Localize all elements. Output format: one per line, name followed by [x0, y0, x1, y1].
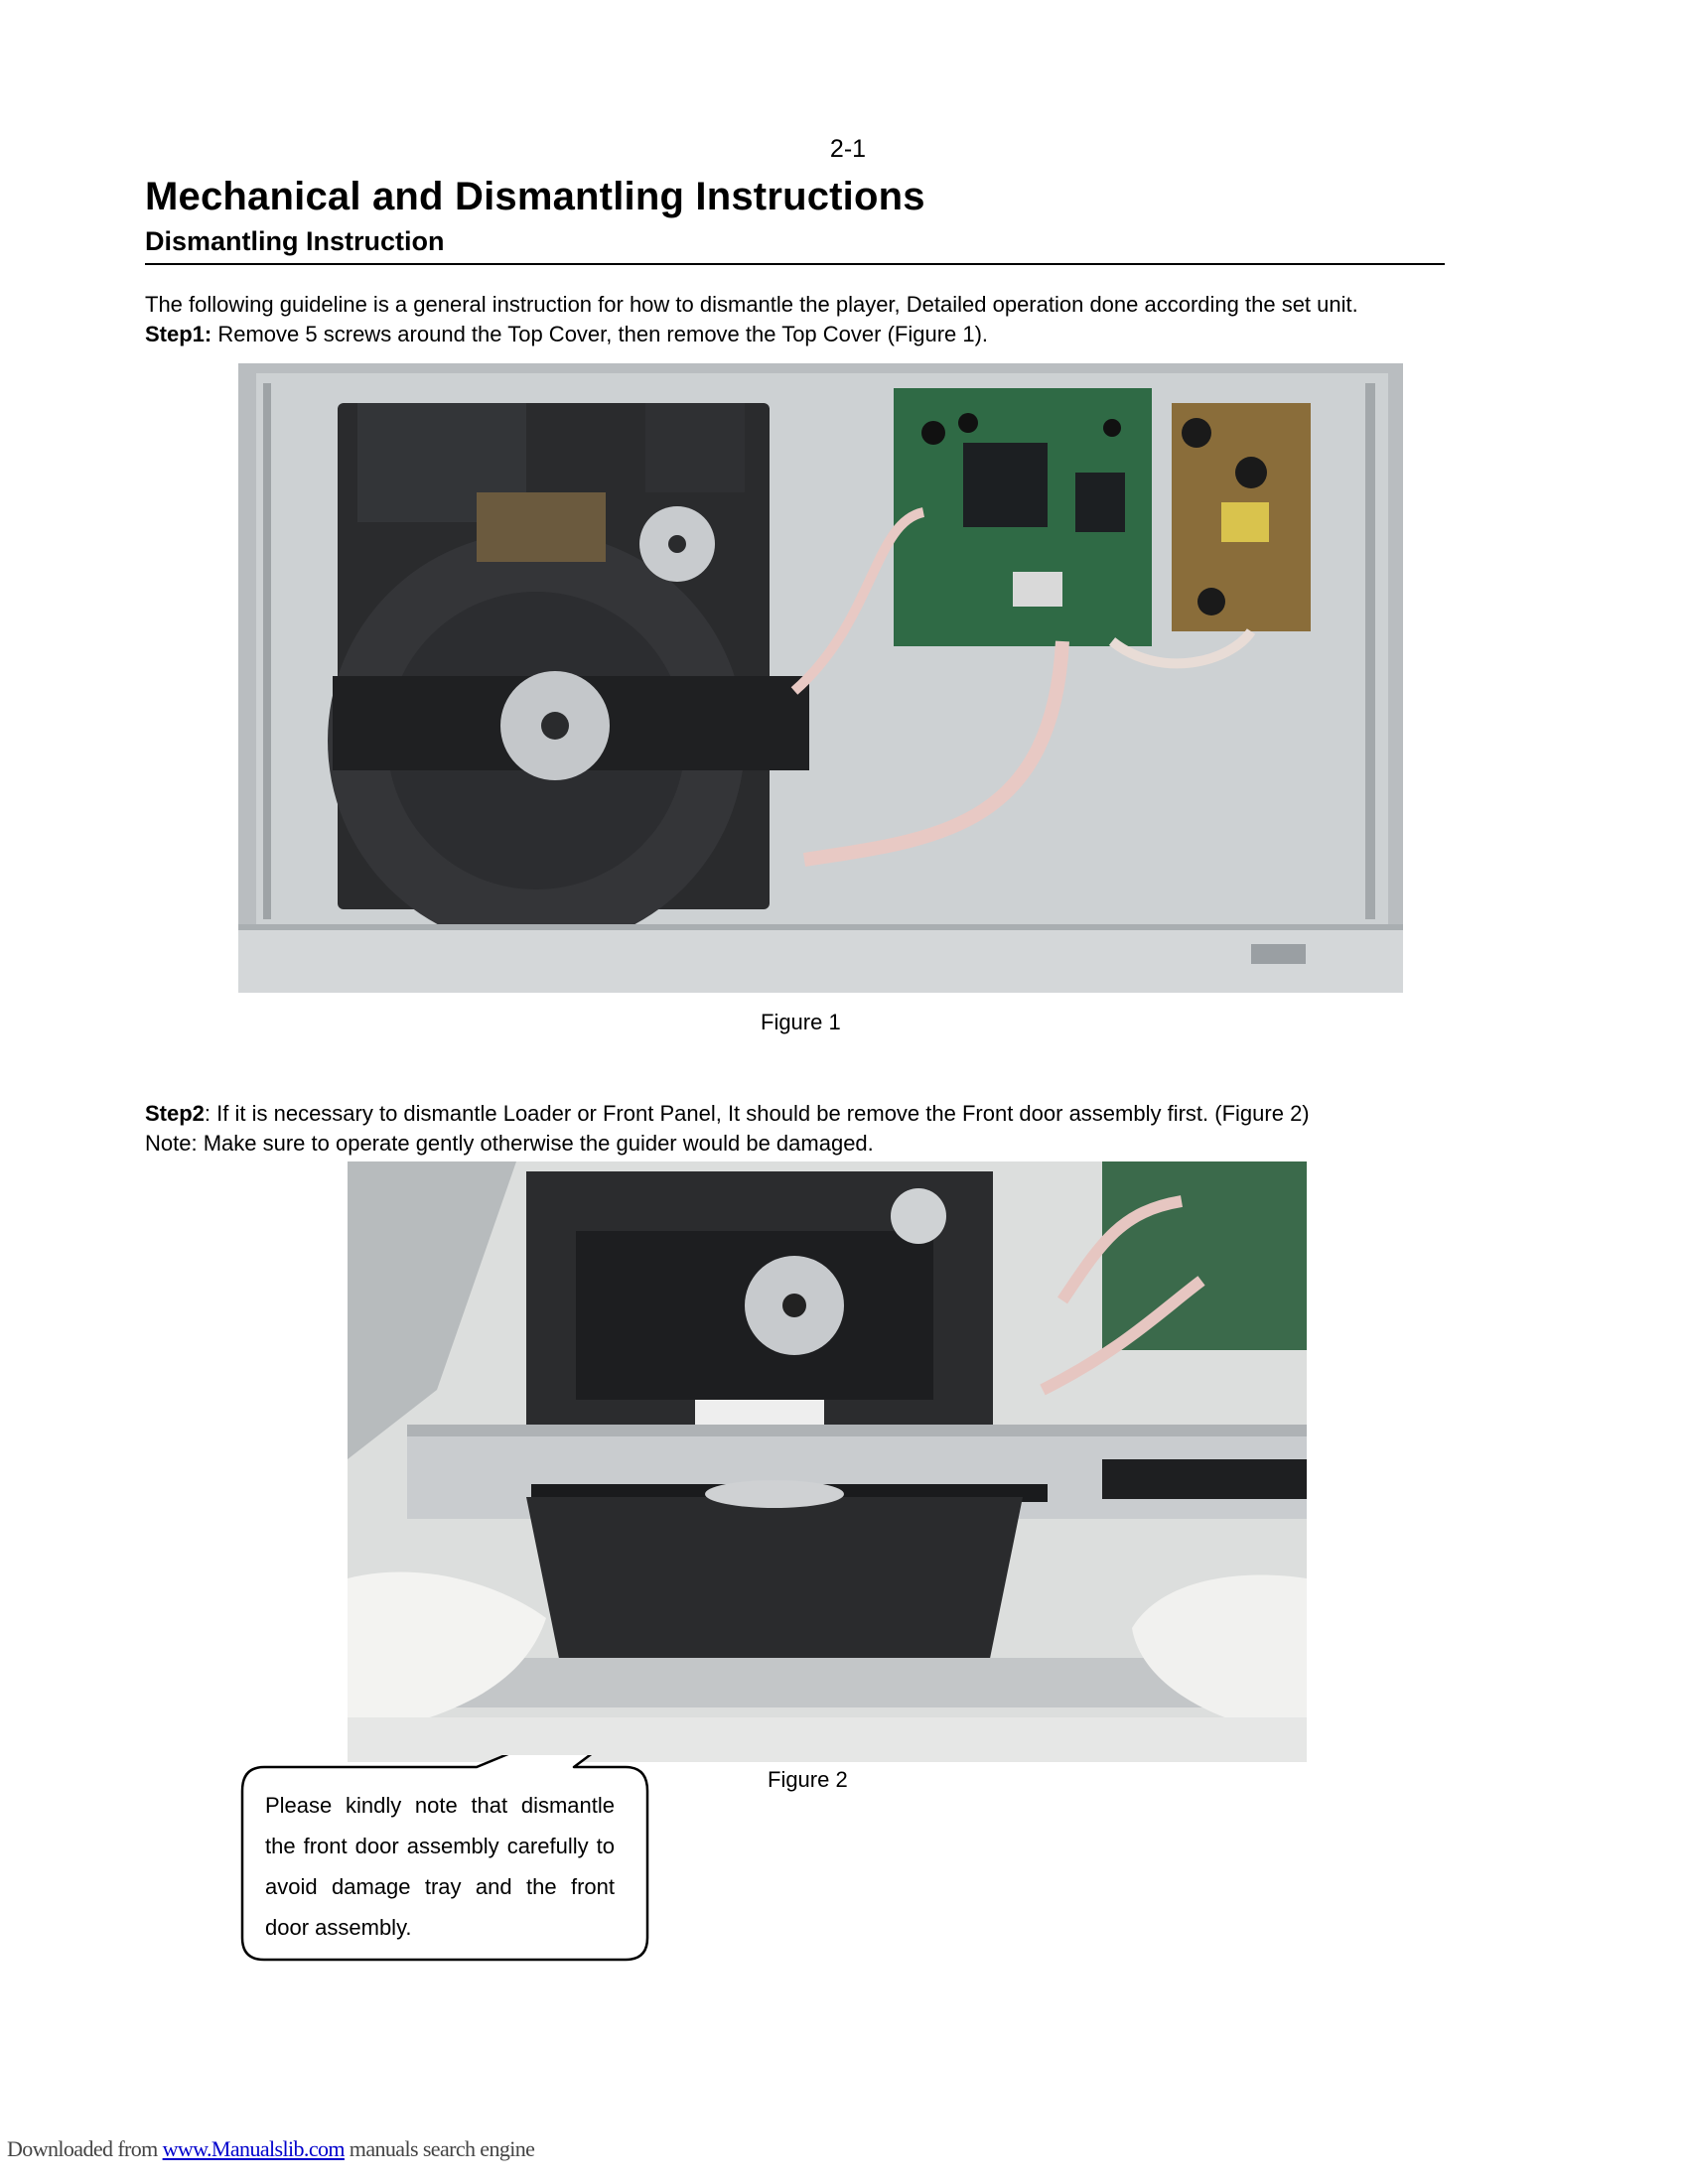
intro-paragraph: The following guideline is a general instruction for how to dismantle the player, Detailed operation done according the set unit. — [145, 292, 1358, 317]
step2-paragraph — [145, 1099, 1310, 1129]
section-heading: Dismantling Instruction — [145, 226, 445, 256]
figure2-front-door-image — [348, 1161, 1307, 1762]
step1-paragraph — [145, 320, 988, 349]
figure1-photo — [238, 363, 1403, 993]
figure1-caption: Figure 1 — [761, 1010, 841, 1034]
footer-prefix: Downloaded from — [7, 2136, 163, 2161]
footer-suffix: manuals search engine — [344, 2136, 535, 2161]
figure1-dvd-chassis-image — [238, 363, 1403, 993]
page-number: 2-1 — [829, 135, 867, 163]
page-title: Mechanical and Dismantling Instructions — [145, 175, 925, 218]
note-paragraph: Note: Make sure to operate gently otherwise the guider would be damaged. — [145, 1131, 874, 1156]
step1-text: Remove 5 screws around the Top Cover, then remove the Top Cover (Figure 1). — [211, 322, 989, 346]
footer — [7, 2136, 534, 2162]
figure2-photo — [348, 1161, 1307, 1762]
figure2-caption: Figure 2 — [768, 1767, 848, 1792]
step2-text: : If it is necessary to dismantle Loader or Front Panel, It should be remove the Front door assembly first. (Figure 2) — [204, 1101, 1310, 1126]
step2-label: Step2 — [145, 1101, 205, 1126]
heading-divider — [145, 263, 1445, 265]
manualslib-link[interactable]: www.Manualslib.com — [162, 2136, 345, 2161]
callout-text: Please kindly note that dismantle the front door assembly carefully to avoid damage tray and the front door assembly. — [265, 1793, 615, 1940]
step1-label: Step1: — [145, 322, 212, 346]
